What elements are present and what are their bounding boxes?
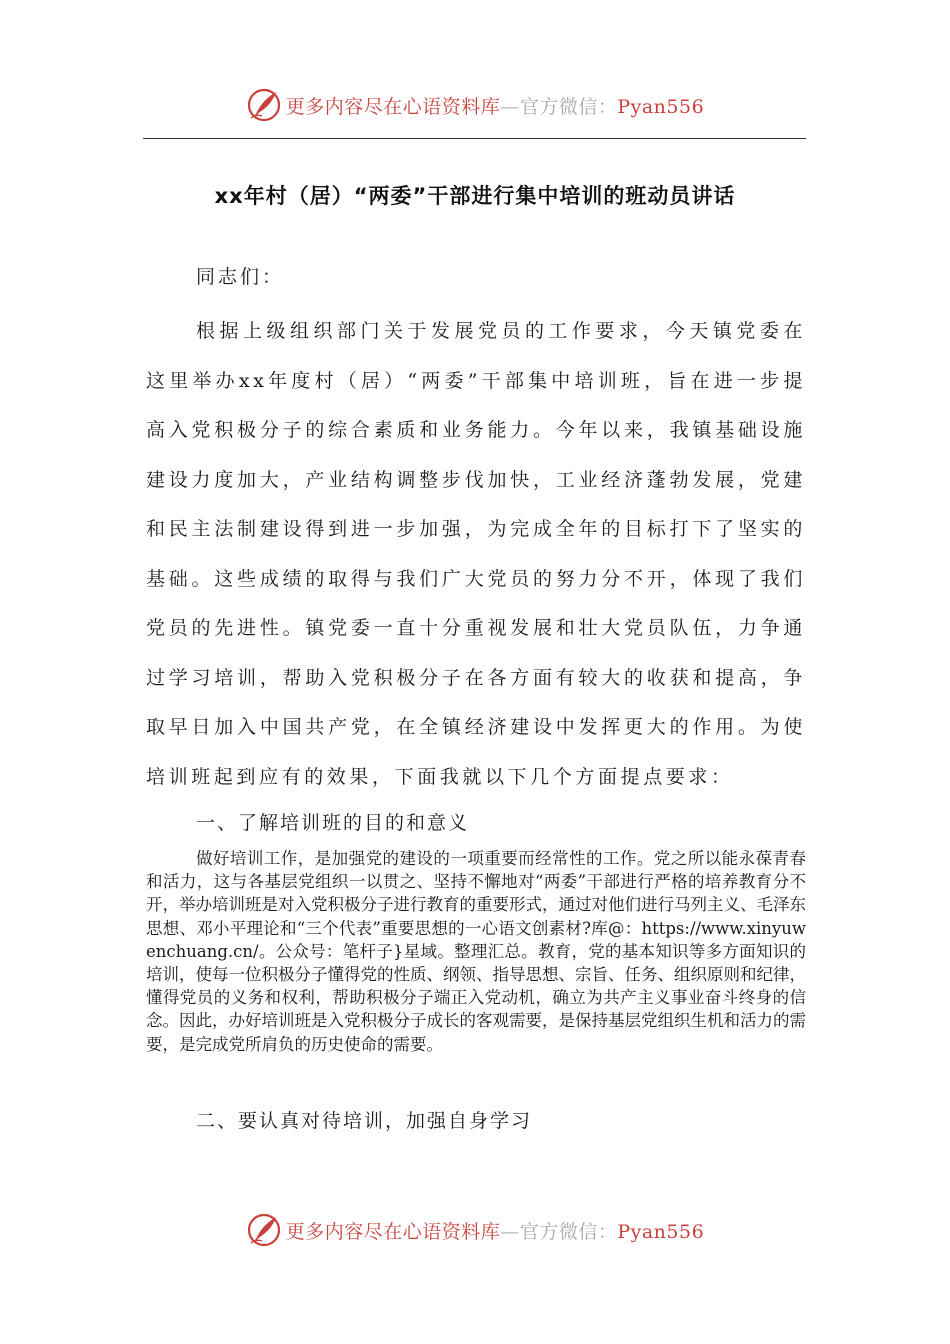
header-divider: [143, 138, 806, 139]
banner-wechat-label: 官方微信：: [519, 95, 618, 118]
footer-brand: 更多内容尽在心语资料库: [285, 1220, 501, 1243]
body-paragraph-2: 做好培训工作，是加强党的建设的一项重要而经常性的工作。党之所以能永葆青春和活力，这与各基层党组织一以贯之、坚持不懈地对“两委”干部进行严格的培养教育分不开，举办培训班是对入党积极分子进行教育的重要形式，通过对他们进行马列主义、毛泽东思想、邓小平理论和“三个代表”重要思想的一心语文创素材?库@：https://www.xinyuwenchuang.cn/。公众号：笔杆子}星域。整理汇总。教育，党的基本知识等多方面知识的培训，使每一位积极分子懂得党的性质、纲领、指导思想、宗旨、任务、组织原则和纪律，懂得党员的义务和权利，帮助积极分子端正入党动机，确立为共产主义事业奋斗终身的信念。因此，办好培训班是入党积极分子成长的客观需要，是保持基层党组织生机和活力的需要，是完成党所肩负的历史使命的需要。: [146, 849, 806, 1054]
section-heading-2: 二、要认真对待培训，加强自身学习: [196, 1110, 533, 1132]
banner-dash: —: [500, 95, 520, 118]
footer-banner-text: [286, 1217, 704, 1244]
footer-banner: [0, 1210, 950, 1250]
footer-wechat-label: 官方微信：: [519, 1220, 618, 1243]
banner-brand: 更多内容尽在心语资料库: [285, 95, 501, 118]
document-title: xx年村（居）“两委”干部进行集中培训的班动员讲话: [214, 184, 736, 208]
banner-text: [286, 92, 704, 119]
banner-wechat-id: Pyan556: [617, 95, 705, 118]
footer-wechat-id: Pyan556: [617, 1220, 705, 1243]
footer-dash: —: [500, 1220, 520, 1243]
section-heading-1: 一、了解培训班的目的和意义: [196, 812, 470, 834]
header-banner: [0, 85, 950, 125]
body-paragraph-1: 根据上级组织部门关于发展党员的工作要求，今天镇党委在这里举办xx年度村（居）“两委”干部集中培训班，旨在进一步提高入党积极分子的综合素质和业务能力。今年以来，我镇基础设施建设力度加大，产业结构调整步伐加快，工业经济蓬勃发展，党建和民主法制建设得到进一步加强，为完成全年的目标打下了坚实的基础。这些成绩的取得与我们广大党员的努力分不开，体现了我们党员的先进性。镇党委一直十分重视发展和壮大党员队伍，力争通过学习培训，帮助入党积极分子在各方面有较大的收获和提高，争取早日加入中国共产党，在全镇经济建设中发挥更大的作用。为使培训班起到应有的效果，下面我就以下几个方面提点要求：: [146, 320, 806, 788]
feather-pen-logo-icon: [246, 1212, 282, 1248]
feather-pen-logo-icon: [246, 87, 282, 123]
salutation: 同志们：: [196, 266, 285, 288]
